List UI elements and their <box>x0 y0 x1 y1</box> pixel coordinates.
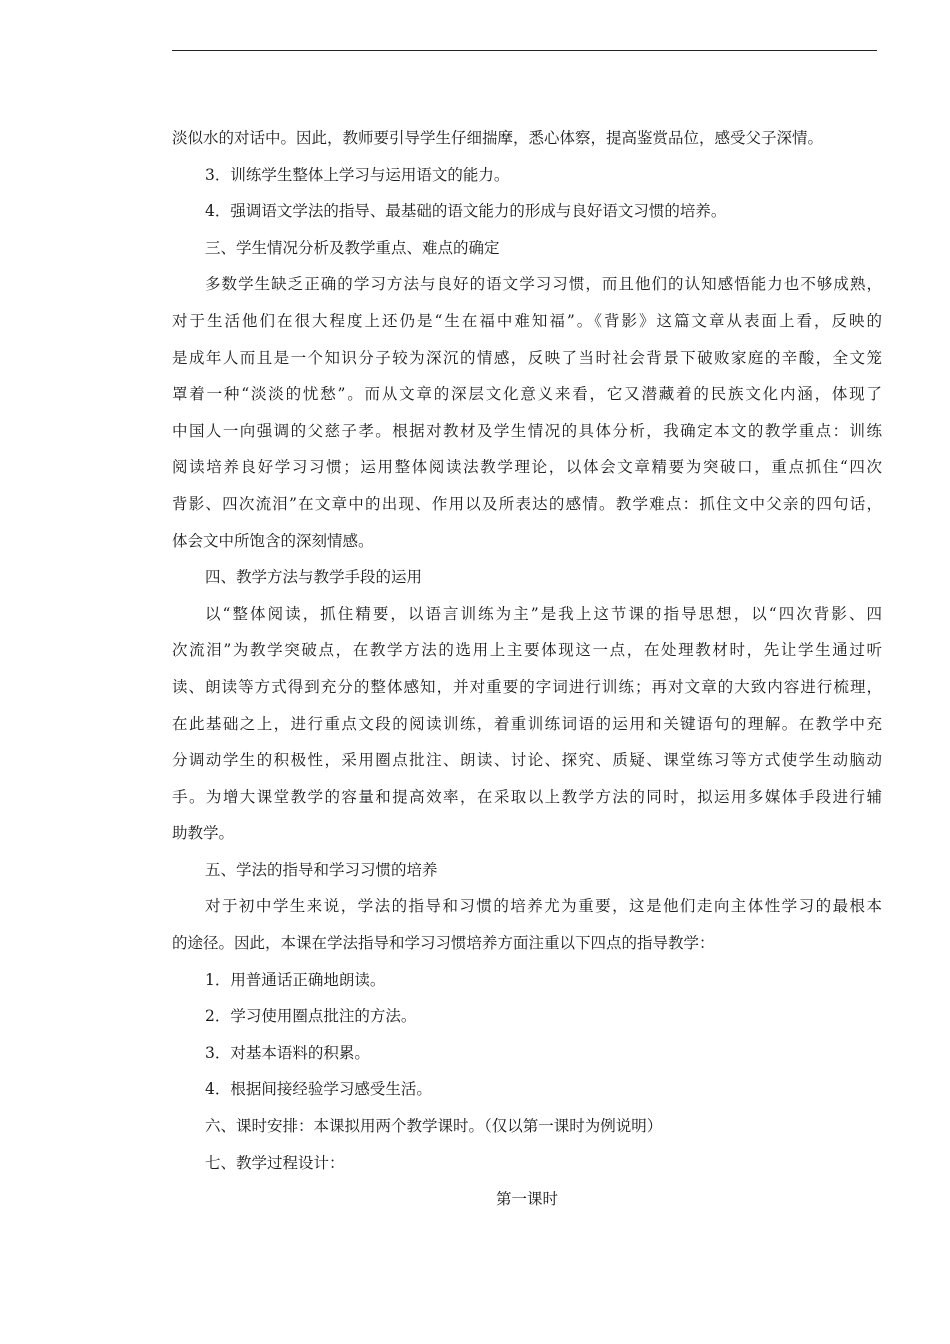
paragraph-line: 对于初中学生来说，学法的指导和习惯的培养尤为重要，这是他们走向主体性学习的最根本 <box>205 897 882 916</box>
paragraph-line: 中国人一向强调的父慈子孝。根据对教材及学生情况的具体分析，我确定本文的教学重点：训练 <box>172 421 882 440</box>
section-heading: 七、教学过程设计： <box>205 1153 345 1172</box>
paragraph-line: 罩着一种“淡淡的忧愁”。而从文章的深层文化意义来看，它又潜藏着的民族文化内涵，体现了 <box>172 385 882 404</box>
list-item: 1．用普通话正确地朗读。 <box>205 970 386 989</box>
paragraph-line: 分调动学生的积极性，采用圈点批注、朗读、讨论、探究、质疑、课堂练习等方式使学生动脑动 <box>172 751 882 770</box>
section-heading: 六、课时安排：本课拟用两个教学课时。（仅以第一课时为例说明） <box>205 1117 663 1136</box>
paragraph-line: 对于生活他们在很大程度上还仍是“生在福中难知福”。《背影》这篇文章从表面上看，反映的 <box>172 311 882 330</box>
paragraph-line: 多数学生缺乏正确的学习方法与良好的语文学习习惯，而且他们的认知感悟能力也不够成熟， <box>205 275 882 294</box>
paragraph-line: 淡似水的对话中。因此，教师要引导学生仔细揣摩，悉心体察，提高鉴赏品位，感受父子深情。 <box>172 129 824 147</box>
list-item: 3．训练学生整体上学习与运用语文的能力。 <box>205 165 510 184</box>
section-heading: 五、学法的指导和学习习惯的培养 <box>205 860 438 879</box>
list-item: 4．根据间接经验学习感受生活。 <box>205 1080 432 1099</box>
paragraph-line: 读、朗读等方式得到充分的整体感知，并对重要的字词进行训练；再对文章的大致内容进行梳理， <box>172 677 882 696</box>
section-heading: 三、学生情况分析及教学重点、难点的确定 <box>205 238 500 257</box>
paragraph-line: 手。为增大课堂教学的容量和提高效率，在采取以上教学方法的同时，拟运用多媒体手段进行辅 <box>172 787 882 806</box>
section-heading: 四、教学方法与教学手段的运用 <box>205 568 423 587</box>
paragraph-line: 次流泪”为教学突破点，在教学方法的选用上主要体现这一点，在处理教材时，先让学生通过听 <box>172 641 882 660</box>
paragraph-line: 的途径。因此，本课在学法指导和学习习惯培养方面注重以下四点的指导教学： <box>172 934 715 953</box>
lesson-title: 第一课时 <box>495 1190 558 1209</box>
list-item: 3．对基本语料的积累。 <box>205 1043 370 1062</box>
header-rule <box>172 50 877 51</box>
paragraph-line: 阅读培养良好学习习惯；运用整体阅读法教学理论，以体会文章精要为突破口，重点抓住“四次 <box>172 458 882 477</box>
document-body <box>172 120 882 1218</box>
list-item: 2．学习使用圈点批注的方法。 <box>205 1007 417 1026</box>
paragraph-line: 以“整体阅读，抓住精要，以语言训练为主”是我上这节课的指导思想，以“四次背影、四 <box>205 604 882 623</box>
paragraph-line: 在此基础之上，进行重点文段的阅读训练，着重训练词语的运用和关键语句的理解。在教学中充 <box>172 714 882 733</box>
paragraph-line: 助教学。 <box>172 824 235 843</box>
paragraph-line: 是成年人而且是一个知识分子较为深沉的情感，反映了当时社会背景下破败家庭的辛酸，全文笼 <box>172 348 882 367</box>
paragraph-line: 背影、四次流泪”在文章中的出现、作用以及所表达的感情。教学难点：抓住文中父亲的四句话， <box>172 494 882 513</box>
paragraph-line: 体会文中所饱含的深刻情感。 <box>172 531 374 550</box>
list-item: 4．强调语文学法的指导、最基础的语文能力的形成与良好语文习惯的培养。 <box>205 202 727 221</box>
